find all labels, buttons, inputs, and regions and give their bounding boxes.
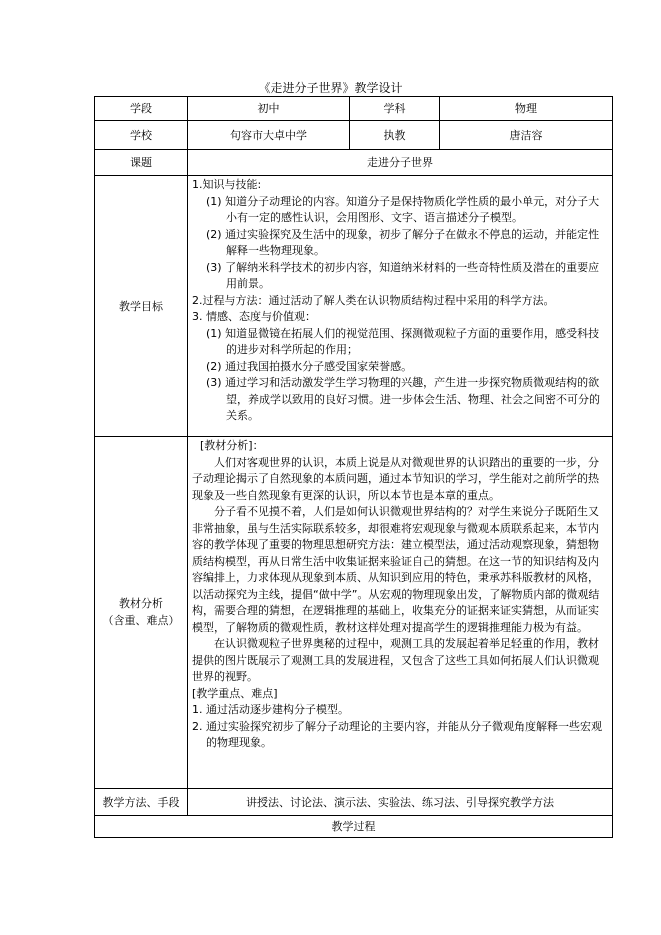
row-analysis	[95, 437, 613, 789]
document-title: 《走进分子世界》教学设计	[258, 81, 403, 95]
label-school: 学校	[95, 121, 188, 150]
value-subject: 物理	[440, 97, 613, 121]
row-process	[95, 816, 613, 838]
analysis-paragraph-3: 在认识微观粒子世界奥秘的过程中，观测工具的发展起着举足轻重的作用，教材提供的图片既展示了观测工具的发展进程，又包含了这些工具如何拓展人们认识微观世界的视野。	[192, 637, 599, 683]
goals-content	[188, 176, 613, 437]
label-process: 教学过程	[95, 816, 613, 838]
goal-attitude-2: (2) 通过我国拍摄水分子感受国家荣誉感。	[206, 359, 413, 373]
label-methods: 教学方法、手段	[95, 789, 188, 816]
goals-heading-attitude: 3. 情感、态度与价值观：	[192, 310, 316, 323]
row-topic	[95, 150, 613, 176]
key-point-2: 2. 通过实验探究初步了解分子动理论的主要内容，并能从分子微观角度解释一些宏观的物理现象。	[192, 719, 602, 749]
analysis-paragraph-2: 分子看不见摸不着，人们是如何认识微观世界结构的？对学生来说分子既陌生又非常抽象，虽与生活实际联系较多，却很难将宏观现象与微观本质联系起来，本节内容的教学体现了重要的物理思想研究方法：建立模型法，通过活动观察现象，猜想物质结构模型，再从日常生活中收集证据来验证自己的猜想。在这一节的知识结构及内容编排上，力求体现从现象到本质、从知识到应用的特色，秉承苏科版教材的风格，以活动探究为主线，提倡“做中学”。从宏观的物理现象出发，了解物质内部的微观结构，需要合理的猜想，在逻辑推理的基础上，收集充分的证据来证实猜想，从而证实模型，了解物质的微观性质，教材这样处理对提高学生的逻辑推理能力极为有益。	[192, 505, 600, 634]
lesson-plan-table	[94, 96, 613, 838]
value-school: 句容市大卓中学	[188, 121, 350, 150]
goals-heading-process: 2.过程与方法：通过活动了解人类在认识物质结构过程中采用的科学方法。	[192, 293, 555, 307]
key-points-heading: [教学重点、难点]	[192, 686, 278, 700]
row-methods	[95, 789, 613, 816]
goal-knowledge-1: (1) 知道分子动理论的内容。知道分子是保持物质化学性质的最小单元，对分子大小有一定的感性认识，会用图形、文字、语言描述分子模型。	[206, 194, 600, 224]
goal-attitude-3: (3) 通过学习和活动激发学生学习物理的兴趣，产生进一步探究物质微观结构的欲望，养成学以致用的良好习惯。进一步体会生活、物理、社会之间密不可分的关系。	[206, 376, 600, 422]
goal-knowledge-3: (3) 了解纳米科学技术的初步内容，知道纳米材料的一些奇特性质及潜在的重要应用前景。	[206, 260, 600, 290]
label-teacher: 执教	[350, 121, 440, 150]
row-school-teacher	[95, 121, 613, 150]
analysis-heading: [教材分析]：	[200, 439, 264, 452]
analysis-content	[188, 437, 613, 789]
key-point-1: 1. 通过活动逐步建构分子模型。	[192, 703, 349, 716]
row-stage-subject	[95, 97, 613, 121]
value-methods: 讲授法、讨论法、演示法、实验法、练习法、引导探究教学方法	[188, 789, 613, 816]
label-stage: 学段	[95, 97, 188, 121]
label-topic: 课题	[95, 150, 188, 176]
goal-knowledge-2: (2) 通过实验探究及生活中的现象，初步了解分子在做永不停息的运动，并能定性解释一些物理现象。	[206, 227, 600, 257]
value-teacher: 唐洁容	[440, 121, 613, 150]
label-analysis-sub: （含重、难点）	[102, 613, 180, 627]
row-goals	[95, 176, 613, 437]
label-analysis-main: 教材分析	[119, 597, 163, 610]
value-topic: 走进分子世界	[188, 150, 613, 176]
analysis-paragraph-1: 人们对客观世界的认识，本质上说是从对微观世界的认识踏出的重要的一步，分子动理论揭示了自然现象的本质问题，通过本节知识的学习，学生能对之前所学的热现象及一些自然现象有更深的认识，所以本节也是本章的重点。	[192, 455, 599, 502]
label-analysis	[95, 437, 188, 789]
label-goals: 教学目标	[95, 176, 188, 437]
value-stage: 初中	[188, 97, 350, 121]
label-subject: 学科	[350, 97, 440, 121]
goals-heading-knowledge: 1.知识与技能:	[192, 178, 262, 191]
goal-attitude-1: (1) 知道显微镜在拓展人们的视觉范围、探测微观粒子方面的重要作用，感受科技的进步对科学所起的作用；	[206, 326, 600, 356]
